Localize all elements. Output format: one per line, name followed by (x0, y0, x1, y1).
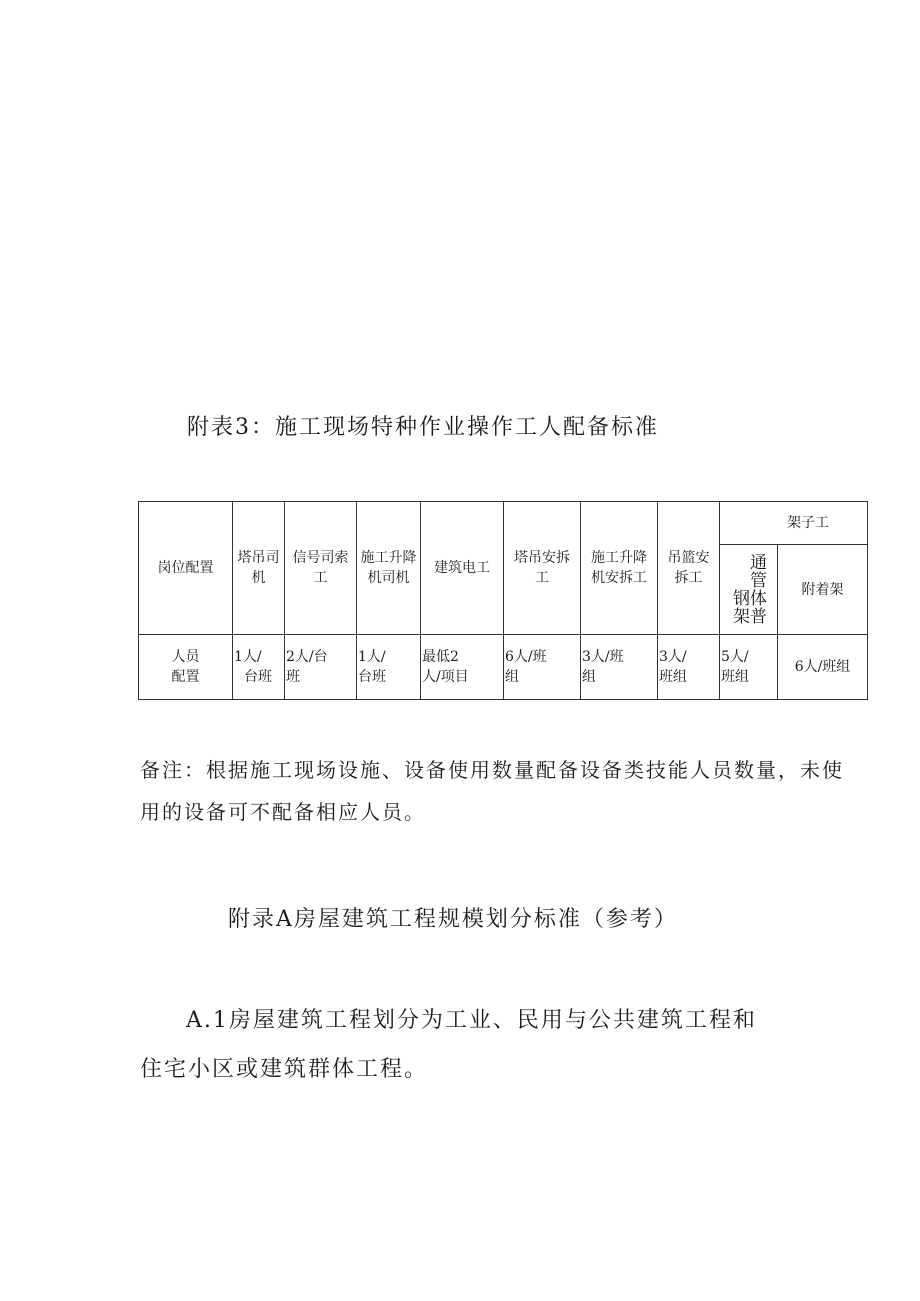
cell-hoist-installer: 3人/班 组 (581, 635, 658, 700)
header-hoist-driver: 施工升降 机司机 (357, 502, 421, 635)
staffing-standard-table (138, 501, 868, 700)
appendix-title: 附录A房屋建筑工程规模划分标准（参考） (228, 907, 678, 932)
clause-a1-line1: A.1房屋建筑工程划分为工业、民用与公共建筑工程和 (186, 1008, 757, 1033)
row-label-staffing: 人员 配置 (139, 635, 233, 700)
header-role-config: 岗位配置 (139, 502, 233, 635)
header-gondola-installer: 吊篮安 拆工 (658, 502, 720, 635)
cell-hoist-driver: 1人/ 台班 (357, 635, 421, 700)
header-signal-rigger: 信号司索 工 (285, 502, 357, 635)
cell-gondola-installer: 3人/ 班组 (658, 635, 720, 700)
header-scaffolder-steel-pipe: 通 管 钢体 架普 (720, 545, 778, 635)
table-title: 附表3：施工现场特种作业操作工人配备标准 (187, 415, 659, 440)
header-scaffolder: 架子工 (720, 502, 868, 545)
cell-scaffolder-steel-pipe: 5人/ 班组 (720, 635, 778, 700)
header-hoist-installer: 施工升降 机安拆工 (581, 502, 658, 635)
remark-paragraph: 备注：根据施工现场设施、设备使用数量配备设备类技能人员数量，未使用的设备可不配备相应人员。 (140, 758, 844, 824)
cell-tower-crane-installer: 6人/班 组 (504, 635, 581, 700)
cell-scaffolder-attached: 6人/班组 (778, 635, 868, 700)
clause-a1-line2: 住宅小区或建筑群体工程。 (140, 1057, 429, 1082)
header-scaffolder-attached: 附着架 (778, 545, 868, 635)
header-electrician: 建筑电工 (421, 502, 504, 635)
header-tower-crane-driver: 塔吊司 机 (233, 502, 285, 635)
header-tower-crane-installer: 塔吊安拆 工 (504, 502, 581, 635)
cell-signal-rigger: 2人/台 班 (285, 635, 357, 700)
cell-electrician: 最低2 人/项目 (421, 635, 504, 700)
cell-tower-crane-driver: 1人/ 台班 (233, 635, 285, 700)
